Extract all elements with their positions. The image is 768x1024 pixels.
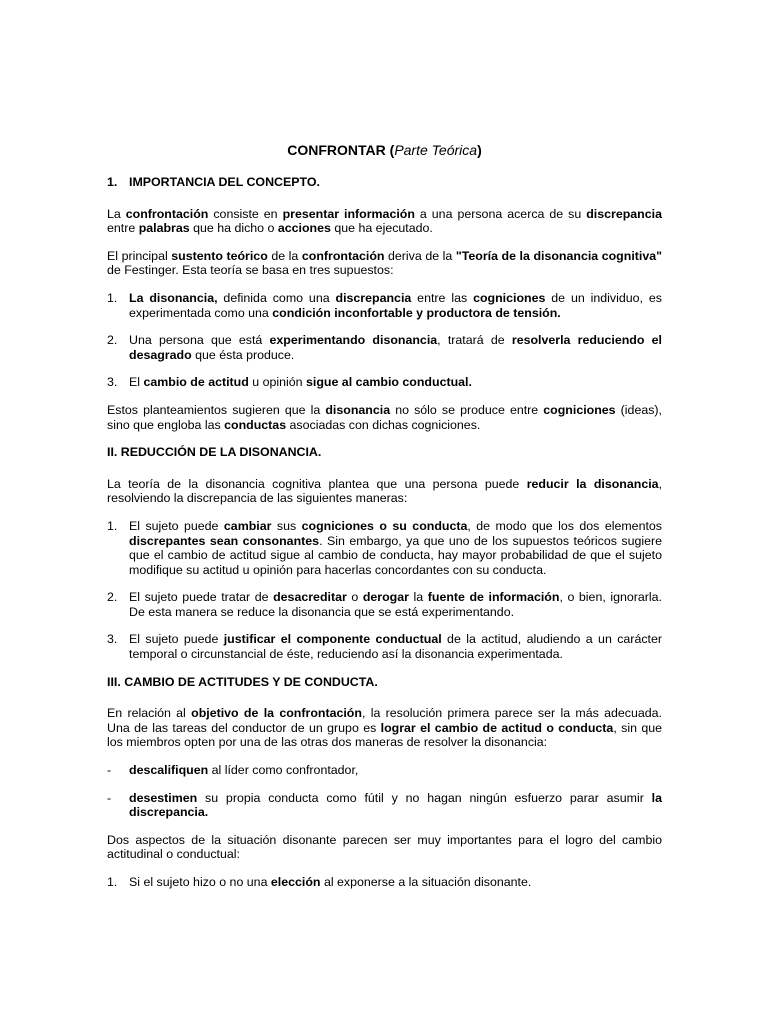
list (107, 291, 662, 390)
text-run: al líder como confrontador, (208, 763, 359, 778)
bold-text: cogniciones (473, 290, 546, 305)
list-item-text (129, 519, 662, 577)
list-item (107, 875, 662, 890)
list-marker: 1. (107, 875, 118, 889)
list-item-text (129, 291, 662, 320)
list-item-text (129, 791, 662, 820)
text-run: o (346, 590, 363, 605)
bold-text: sustento teórico (171, 248, 268, 263)
bold-text: resolverla reduciendo el desagrado (129, 333, 662, 362)
list-marker: 2. (107, 590, 118, 605)
paragraph (107, 833, 662, 862)
bold-text: discrepancia (586, 206, 662, 221)
text-run: consiste en (208, 206, 283, 221)
list-item-text (129, 875, 662, 890)
text-run: de un individuo, es experimentada como una (129, 290, 662, 320)
list-item-text (129, 632, 662, 661)
paragraph (107, 477, 662, 506)
bold-text: objetivo de la confrontación (191, 706, 362, 721)
text-run: , sin que los miembros opten por una de las otras dos maneras de resolver la disonancia: (107, 720, 662, 750)
bold-text: La disonancia, (129, 290, 218, 305)
list (107, 519, 662, 662)
text-run: Si el sujeto hizo o no una (129, 875, 271, 889)
list-marker: 3. (107, 632, 118, 647)
section-3-heading: III. CAMBIO DE ACTITUDES Y DE CONDUCTA. (107, 674, 378, 689)
bold-text: desacreditar (273, 590, 347, 605)
paragraph (107, 403, 662, 432)
title-main: CONFRONTAR ( (287, 142, 395, 158)
list-marker: 1. (107, 518, 118, 533)
text-run: , la resolución primera parece ser la más adecuada. Una de las tareas del conductor de un grupo es (107, 706, 662, 735)
section-1-number: 1. (107, 175, 118, 189)
bold-text: conductas (224, 417, 287, 432)
bold-text: "Teoría de la disonancia cognitiva" (455, 248, 662, 263)
section-1-title: IMPORTANCIA DEL CONCEPTO. (129, 175, 320, 189)
text-run: no sólo se produce entre (390, 402, 544, 417)
page-title (107, 141, 662, 159)
text-run: La teoría de la disonancia cognitiva plantea que una persona puede (107, 476, 527, 491)
text-run: , de modo que los dos elementos (467, 518, 662, 533)
bold-text: justificar el componente conductual (223, 632, 442, 647)
bold-text: condición inconfortable y productora de tensión. (272, 305, 561, 320)
list (107, 763, 662, 820)
list-item (107, 519, 662, 577)
bold-text: confrontación (125, 206, 209, 221)
text-run: de la (267, 248, 302, 263)
bold-text: acciones (277, 221, 331, 236)
bold-text: la discrepancia. (129, 790, 662, 820)
list (107, 875, 662, 890)
text-run: Una persona que está (129, 333, 270, 348)
list-marker: 1. (107, 290, 118, 305)
text-run: definida como una (217, 290, 336, 305)
text-run: que ha ejecutado. (330, 221, 433, 236)
text-run: deriva de la (384, 248, 456, 263)
bold-text: discrepantes sean consonantes (129, 533, 320, 548)
text-run: , tratará de (437, 333, 512, 348)
list-item (107, 791, 662, 820)
list-marker: - (107, 763, 112, 778)
text-run: sus (271, 518, 302, 533)
text-run: La (107, 206, 126, 221)
list-item (107, 763, 662, 778)
text-run: a una persona acerca de su (414, 206, 587, 221)
text-run: al exponerse a la situación disonante. (320, 875, 532, 889)
text-run: , resolviendo la discrepancia de las siguientes maneras: (107, 476, 663, 506)
text-run: Dos aspectos de la situación disonante parecen ser muy importantes para el logro del cambio actitudinal o conductual: (107, 832, 662, 862)
bold-text: sigue al cambio conductual. (306, 375, 472, 390)
bold-text: cogniciones (543, 402, 616, 417)
text-run: Estos planteamientos sugieren que la (107, 402, 326, 417)
list-item-text (129, 333, 662, 362)
bold-text: discrepancia (335, 290, 412, 305)
list-item (107, 590, 662, 619)
text-run: entre (107, 221, 139, 236)
text-run: , o bien, ignorarla. De esta manera se reduce la disonancia que se está experimentando. (129, 590, 663, 619)
text-run: de Festinger. Esta teoría se basa en tres supuestos: (107, 263, 394, 278)
bold-text: presentar información (282, 206, 415, 221)
section-1-heading (107, 175, 662, 190)
paragraph (107, 207, 662, 236)
text-run: la (408, 590, 428, 605)
bold-text: cambio de actitud (143, 375, 249, 390)
title-close: ) (477, 142, 482, 158)
list-item (107, 632, 662, 661)
text-run: En relación al (107, 706, 192, 721)
bold-text: lograr el cambio de actitud o conducta (380, 720, 614, 735)
section-2-heading: II. REDUCCIÓN DE LA DISONANCIA. (107, 445, 322, 460)
list-item (107, 291, 662, 320)
text-run: . Sin embargo, ya que uno de los supuestos teóricos sugiere que el cambio de actitud sigue al cambio de conducta, hay mayor probabilidad de que el sujeto modifique su actitud u opinión para hacerlas concordantes con su conducta. (129, 533, 663, 577)
bold-text: confrontación (301, 248, 385, 263)
text-run: entre las (411, 290, 474, 305)
bold-text: derogar (362, 590, 409, 605)
text-run: El sujeto puede (129, 518, 224, 533)
bold-text: reducir la disonancia (526, 476, 659, 491)
bold-text: experimentando disonancia (269, 333, 438, 348)
text-run: asociadas con dichas cogniciones. (286, 417, 481, 432)
list-item-text (129, 763, 662, 778)
bold-text: elección (270, 875, 321, 889)
list-marker: 2. (107, 333, 118, 348)
document-content (107, 141, 662, 903)
text-run: (ideas), sino que engloba las (107, 402, 662, 432)
list-item (107, 333, 662, 362)
list-marker: 3. (107, 375, 118, 390)
list-item (107, 375, 662, 390)
bold-text: desestimen (129, 790, 198, 805)
paragraph (107, 249, 662, 278)
bold-text: descalifiquen (129, 763, 209, 778)
text-run: El sujeto puede (129, 632, 224, 647)
text-run: de la actitud, aludiendo a un carácter temporal o circunstancial de éste, reduciendo así la disonancia experimentada. (129, 632, 662, 662)
text-run: El (129, 375, 144, 390)
list-marker: - (107, 790, 112, 805)
title-italic: Parte Teórica (394, 142, 478, 158)
text-run: u opinión (248, 375, 306, 390)
list-item-text (129, 590, 662, 619)
text-run: su propia conducta como fútil y no hagan ningún esfuerzo parar asumir (197, 790, 652, 805)
text-run: que ésta produce. (191, 347, 295, 362)
bold-text: cambiar (223, 518, 272, 533)
text-run: El principal (107, 248, 172, 263)
bold-text: disonancia (325, 402, 391, 417)
bold-text: cogniciones o su conducta (301, 518, 468, 533)
paragraph (107, 706, 662, 750)
list-item-text (129, 375, 662, 390)
bold-text: palabras (138, 221, 190, 236)
bold-text: fuente de información (427, 590, 560, 605)
text-run: El sujeto puede tratar de (129, 590, 274, 605)
text-run: que ha dicho o (189, 221, 278, 236)
